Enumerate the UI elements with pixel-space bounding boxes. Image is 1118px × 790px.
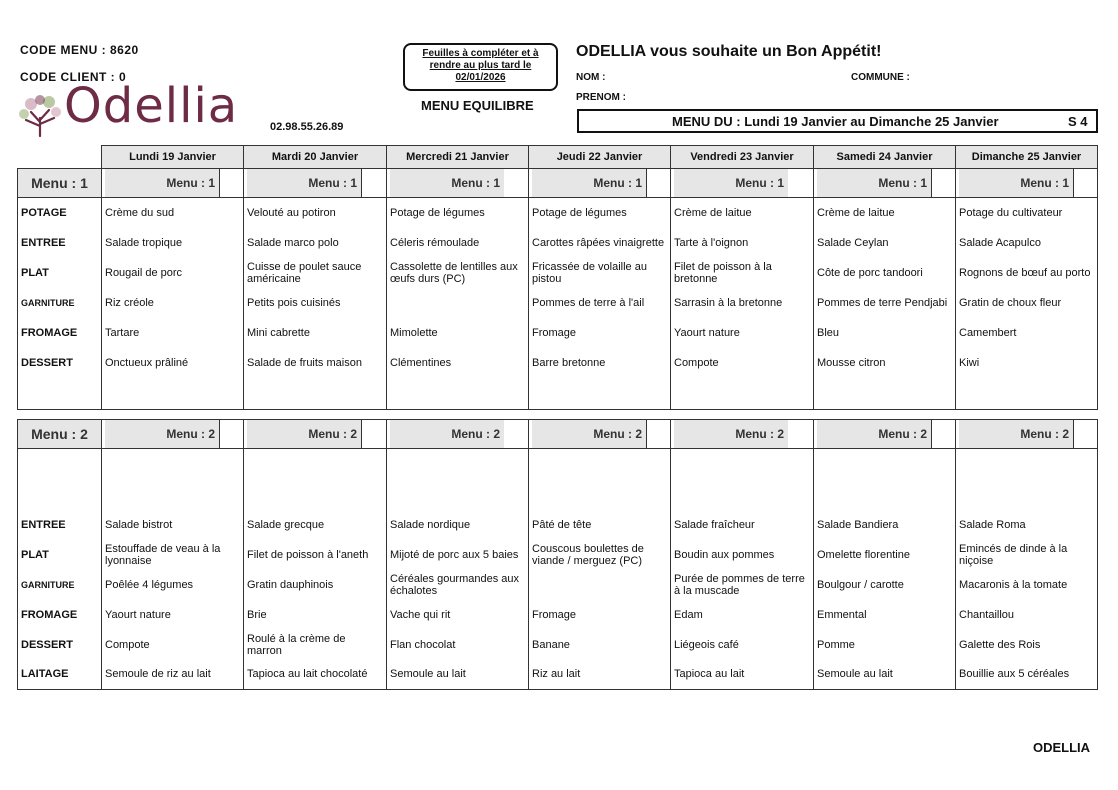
course-label: FROMAGE (18, 600, 102, 630)
dish-cell: Crème de laitue (814, 198, 956, 228)
spacer-row (18, 449, 1098, 510)
choice-box[interactable] (361, 169, 383, 197)
dish-cell: Yaourt nature (102, 600, 244, 630)
dish-cell: Riz au lait (529, 660, 671, 690)
dish-cell: Filet de poisson à l'aneth (244, 540, 387, 570)
course-label: PLAT (18, 540, 102, 570)
day-header: Jeudi 22 Janvier (529, 146, 671, 169)
dish-cell (387, 288, 529, 318)
dish-cell: Galette des Rois (956, 630, 1098, 660)
dish-cell: Rognons de bœuf au porto (956, 258, 1098, 288)
dish-cell: Purée de pommes de terre à la muscade (671, 570, 814, 600)
dish-cell: Fromage (529, 600, 671, 630)
code-client: CODE CLIENT : 0 (20, 70, 127, 84)
deadline-notice: Feuilles à compléter et à rendre au plus tard le 02/01/2026 (403, 43, 558, 91)
course-label: ENTREE (18, 228, 102, 258)
day-header: Vendredi 23 Janvier (671, 146, 814, 169)
menu-row (18, 198, 1098, 228)
greeting: ODELLIA vous souhaite un Bon Appétit! (576, 43, 882, 60)
dish-cell: Petits pois cuisinés (244, 288, 387, 318)
day-header: Mercredi 21 Janvier (387, 146, 529, 169)
dish-cell: Salade Roma (956, 510, 1098, 540)
dish-cell: Semoule au lait (814, 660, 956, 690)
dish-cell: Salade tropique (102, 228, 244, 258)
dish-cell: Fricassée de volaille au pistou (529, 258, 671, 288)
dish-cell: Filet de poisson à la bretonne (671, 258, 814, 288)
dish-cell: Roulé à la crème de marron (244, 630, 387, 660)
choice-box[interactable] (1073, 420, 1094, 448)
dish-cell: Pâté de tête (529, 510, 671, 540)
dish-cell: Brie (244, 600, 387, 630)
tree-icon (16, 92, 64, 140)
dish-cell: Camembert (956, 318, 1098, 348)
menu-2-day-selector[interactable]: Menu : 2 (387, 420, 529, 449)
dish-cell: Mijoté de porc aux 5 baies (387, 540, 529, 570)
dish-cell: Bleu (814, 318, 956, 348)
dish-cell: Pommes de terre Pendjabi (814, 288, 956, 318)
menu-row (18, 630, 1098, 660)
dish-cell: Onctueux prâliné (102, 348, 244, 378)
choice-box[interactable] (646, 420, 667, 448)
dish-cell: Omelette florentine (814, 540, 956, 570)
menu-2-day-selector[interactable]: Menu : 2 (814, 420, 956, 449)
dish-cell: Boulgour / carotte (814, 570, 956, 600)
dish-cell: Potage de légumes (529, 198, 671, 228)
dish-cell: Céleris rémoulade (387, 228, 529, 258)
menu-2-day-selector[interactable]: Menu : 2 (102, 420, 244, 449)
choice-box[interactable] (1073, 169, 1094, 197)
dish-cell: Pomme (814, 630, 956, 660)
choice-box[interactable] (788, 420, 810, 448)
phone-number: 02.98.55.26.89 (270, 121, 344, 133)
course-label: POTAGE (18, 198, 102, 228)
prenom-label: PRENOM : (576, 92, 626, 103)
choice-box[interactable] (788, 169, 810, 197)
dish-cell: Céréales gourmandes aux échalotes (387, 570, 529, 600)
dish-cell: Clémentines (387, 348, 529, 378)
week-number: S 4 (1068, 114, 1088, 129)
dish-cell: Gratin de choux fleur (956, 288, 1098, 318)
menu-period: MENU DU : Lundi 19 Janvier au Dimanche 25 Janvier (672, 114, 999, 129)
menu-row (18, 660, 1098, 690)
dish-cell: Côte de porc tandoori (814, 258, 956, 288)
menu-row (18, 258, 1098, 288)
dish-cell: Couscous boulettes de viande / merguez (PC) (529, 540, 671, 570)
menu-row (18, 288, 1098, 318)
dish-cell: Banane (529, 630, 671, 660)
dish-cell: Liégeois café (671, 630, 814, 660)
commune-label: COMMUNE : (851, 72, 910, 83)
dish-cell: Estouffade de veau à la lyonnaise (102, 540, 244, 570)
menu-1-day-selector[interactable]: Menu : 1 (671, 169, 814, 198)
choice-box[interactable] (504, 169, 525, 197)
course-label: ENTREE (18, 510, 102, 540)
choice-box[interactable] (504, 420, 525, 448)
dish-cell: Kiwi (956, 348, 1098, 378)
day-header: Mardi 20 Janvier (244, 146, 387, 169)
menu-type: MENU EQUILIBRE (421, 98, 534, 113)
dish-cell: Salade Acapulco (956, 228, 1098, 258)
dish-cell: Compote (671, 348, 814, 378)
dish-cell: Potage de légumes (387, 198, 529, 228)
dish-cell: Bouillie aux 5 céréales (956, 660, 1098, 690)
day-header: Lundi 19 Janvier (102, 146, 244, 169)
course-label: DESSERT (18, 348, 102, 378)
menu-row (18, 540, 1098, 570)
menu-2-day-selector[interactable]: Menu : 2 (956, 420, 1098, 449)
menu-row (18, 348, 1098, 378)
dish-cell: Cassolette de lentilles aux œufs durs (PC) (387, 258, 529, 288)
day-header: Samedi 24 Janvier (814, 146, 956, 169)
dish-cell: Chantaillou (956, 600, 1098, 630)
choice-box[interactable] (219, 420, 240, 448)
menu-1-day-selector[interactable]: Menu : 1 (529, 169, 671, 198)
odellia-logo: Odellia (16, 88, 256, 140)
menu-1-day-selector[interactable]: Menu : 1 (814, 169, 956, 198)
course-label: PLAT (18, 258, 102, 288)
menu-period-box (577, 109, 1098, 133)
menu-row (18, 228, 1098, 258)
menu-1-day-selector[interactable]: Menu : 1 (102, 169, 244, 198)
menu-1-day-selector[interactable]: Menu : 1 (387, 169, 529, 198)
nom-label: NOM : (576, 72, 606, 83)
dish-cell: Gratin dauphinois (244, 570, 387, 600)
menu-2-day-selector[interactable]: Menu : 2 (244, 420, 387, 449)
choice-box[interactable] (646, 169, 667, 197)
dish-cell: Yaourt nature (671, 318, 814, 348)
course-label: DESSERT (18, 630, 102, 660)
course-label: GARNITURE (18, 288, 102, 318)
menu-row (18, 570, 1098, 600)
dish-cell: Salade nordique (387, 510, 529, 540)
dish-cell: Pommes de terre à l'ail (529, 288, 671, 318)
dish-cell: Salade Ceylan (814, 228, 956, 258)
dish-cell: Flan chocolat (387, 630, 529, 660)
course-label: LAITAGE (18, 660, 102, 690)
dish-cell: Carottes râpées vinaigrette (529, 228, 671, 258)
choice-box[interactable] (931, 420, 952, 448)
code-menu: CODE MENU : 8620 (20, 43, 139, 57)
dish-cell: Velouté au potiron (244, 198, 387, 228)
dish-cell: Macaronis à la tomate (956, 570, 1098, 600)
dish-cell: Mousse citron (814, 348, 956, 378)
dish-cell: Fromage (529, 318, 671, 348)
course-label: FROMAGE (18, 318, 102, 348)
dish-cell: Edam (671, 600, 814, 630)
dish-cell: Mini cabrette (244, 318, 387, 348)
choice-box[interactable] (361, 420, 383, 448)
dish-cell: Compote (102, 630, 244, 660)
menu-row (18, 510, 1098, 540)
dish-cell: Cuisse de poulet sauce américaine (244, 258, 387, 288)
dish-cell: Salade grecque (244, 510, 387, 540)
dish-cell: Salade Bandiera (814, 510, 956, 540)
menu-1-table (17, 145, 1098, 410)
menu-2-day-selector[interactable]: Menu : 2 (671, 420, 814, 449)
menu-2-table (17, 419, 1098, 690)
menu-row (18, 318, 1098, 348)
menu-2-label: Menu : 2 (18, 420, 102, 449)
dish-cell: Tartare (102, 318, 244, 348)
menu-1-label: Menu : 1 (18, 169, 102, 198)
spacer-row (18, 378, 1098, 410)
corner-cell (18, 146, 102, 169)
dish-cell: Poêlée 4 légumes (102, 570, 244, 600)
dish-cell: Tapioca au lait chocolaté (244, 660, 387, 690)
dish-cell: Tarte à l'oignon (671, 228, 814, 258)
dish-cell: Barre bretonne (529, 348, 671, 378)
day-header: Dimanche 25 Janvier (956, 146, 1098, 169)
choice-box[interactable] (219, 169, 240, 197)
menu-row (18, 600, 1098, 630)
menu-2-day-selector[interactable]: Menu : 2 (529, 420, 671, 449)
dish-cell: Salade marco polo (244, 228, 387, 258)
dish-cell: Emincés de dinde à la niçoise (956, 540, 1098, 570)
dish-cell (529, 570, 671, 600)
menu-1-day-selector[interactable]: Menu : 1 (244, 169, 387, 198)
menu-1-day-selector[interactable]: Menu : 1 (956, 169, 1098, 198)
dish-cell: Semoule de riz au lait (102, 660, 244, 690)
dish-cell: Mimolette (387, 318, 529, 348)
choice-box[interactable] (931, 169, 952, 197)
dish-cell: Salade de fruits maison (244, 348, 387, 378)
dish-cell: Tapioca au lait (671, 660, 814, 690)
dish-cell: Salade fraîcheur (671, 510, 814, 540)
dish-cell: Riz créole (102, 288, 244, 318)
dish-cell: Boudin aux pommes (671, 540, 814, 570)
dish-cell: Crème de laitue (671, 198, 814, 228)
dish-cell: Vache qui rit (387, 600, 529, 630)
footer-brand: ODELLIA (1033, 740, 1091, 755)
dish-cell: Emmental (814, 600, 956, 630)
dish-cell: Salade bistrot (102, 510, 244, 540)
dish-cell: Sarrasin à la bretonne (671, 288, 814, 318)
dish-cell: Crème du sud (102, 198, 244, 228)
course-label: GARNITURE (18, 570, 102, 600)
dish-cell: Rougail de porc (102, 258, 244, 288)
dish-cell: Potage du cultivateur (956, 198, 1098, 228)
dish-cell: Semoule au lait (387, 660, 529, 690)
